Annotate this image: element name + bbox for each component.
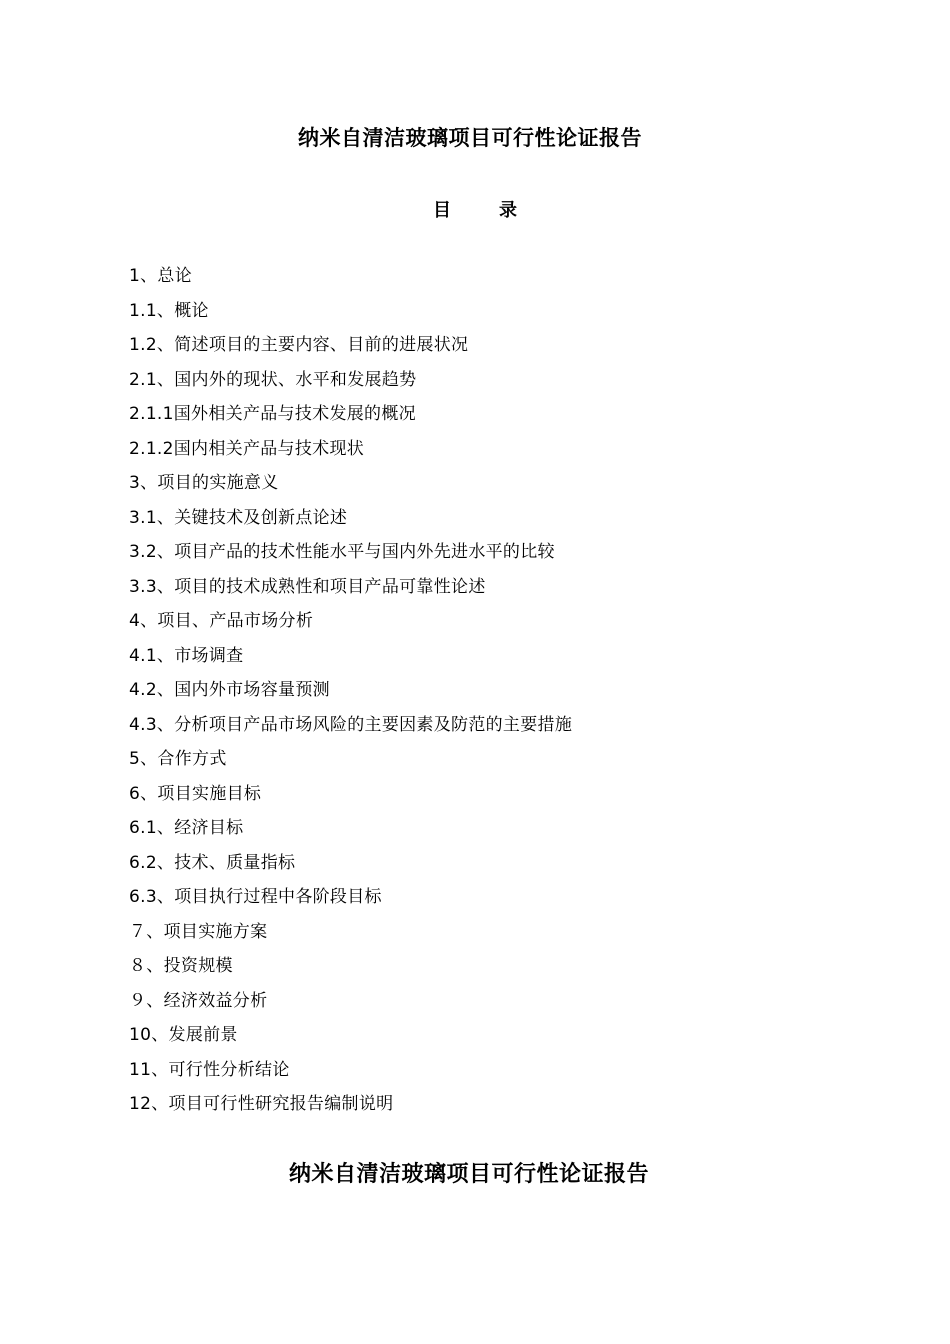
toc-item[interactable]: 1、总论: [129, 266, 193, 286]
toc-item[interactable]: 3.2、项目产品的技术性能水平与国内外先进水平的比较: [129, 542, 555, 562]
toc-heading-right: 录: [499, 200, 517, 221]
toc-item[interactable]: 4.3、分析项目产品市场风险的主要因素及防范的主要措施: [129, 714, 573, 735]
toc-item[interactable]: 12、项目可行性研究报告编制说明: [129, 1094, 394, 1114]
toc-heading-left: 目: [433, 200, 451, 221]
body-title: 纳米自清洁玻璃项目可行性论证报告: [288, 1162, 649, 1187]
toc-item[interactable]: 1.2、简述项目的主要内容、目前的进展状况: [129, 335, 469, 355]
toc-item[interactable]: 4、项目、产品市场分析: [129, 611, 314, 631]
toc-item[interactable]: 2.1.2国内相关产品与技术现状: [129, 438, 365, 459]
toc-item[interactable]: 5、合作方式: [129, 749, 227, 769]
toc-item[interactable]: 2.1.1国外相关产品与技术发展的概况: [129, 404, 416, 424]
toc-item[interactable]: 4.2、国内外市场容量预测: [129, 680, 330, 700]
toc-item[interactable]: ８、投资规模: [129, 956, 233, 976]
toc-item[interactable]: 4.1、市场调查: [129, 645, 244, 666]
toc-item[interactable]: ９、经济效益分析: [129, 990, 268, 1011]
toc-item[interactable]: 6.1、经济目标: [129, 818, 244, 838]
toc-item[interactable]: 1.1、概论: [129, 300, 209, 321]
toc-item[interactable]: 3、项目的实施意义: [129, 473, 279, 493]
toc-item[interactable]: 6.3、项目执行过程中各阶段目标: [129, 887, 382, 907]
toc-item[interactable]: 3.1、关键技术及创新点论述: [129, 507, 348, 528]
table-of-contents: [129, 264, 572, 1127]
toc-item[interactable]: 3.3、项目的技术成熟性和项目产品可靠性论述: [129, 576, 486, 597]
document-title: 纳米自清洁玻璃项目可行性论证报告: [298, 126, 642, 150]
toc-item[interactable]: 6.2、技术、质量指标: [129, 852, 296, 873]
toc-item[interactable]: 2.1、国内外的现状、水平和发展趋势: [129, 369, 417, 390]
toc-item[interactable]: ７、项目实施方案: [129, 921, 268, 942]
toc-item[interactable]: 10、发展前景: [129, 1025, 238, 1045]
toc-item[interactable]: 11、可行性分析结论: [129, 1059, 290, 1080]
toc-item[interactable]: 6、项目实施目标: [129, 783, 262, 804]
toc-heading: [0, 196, 950, 222]
